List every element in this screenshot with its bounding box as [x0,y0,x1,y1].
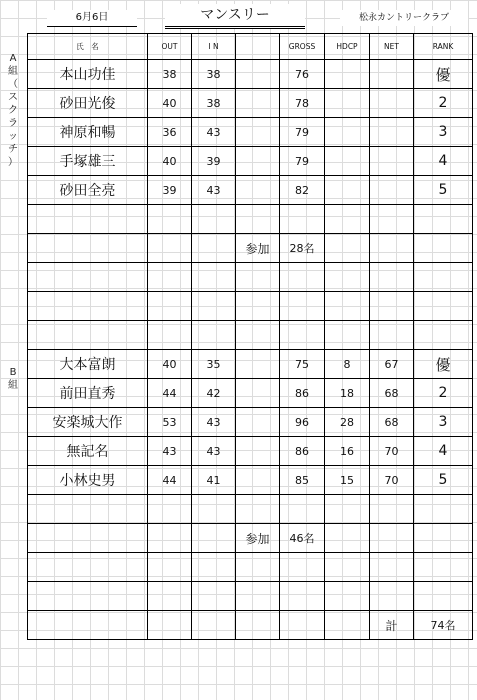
rank-value: 2 [414,379,473,408]
empty-cell [325,205,370,234]
side-label-char: B [9,367,17,378]
rank-value: 5 [414,176,473,205]
empty-cell [280,553,325,582]
out-score: 44 [148,466,192,495]
empty-cell [370,234,414,263]
empty-cell [28,495,148,524]
net-score [370,176,414,205]
gross-score: 78 [280,89,325,118]
empty-cell [192,553,236,582]
column-header: OUT [148,34,192,60]
empty-cell [370,495,414,524]
out-score: 40 [148,89,192,118]
empty-cell [414,205,473,234]
empty-cell [325,553,370,582]
rank-value: 5 [414,466,473,495]
total-count: 74名 [414,611,473,640]
empty-cell [236,495,280,524]
empty-cell [280,582,325,611]
column-header [236,34,280,60]
empty-cell [192,524,236,553]
net-score [370,118,414,147]
empty-cell [280,205,325,234]
blank-cell [236,408,280,437]
empty-cell [148,205,192,234]
out-score: 39 [148,176,192,205]
gross-score: 82 [280,176,325,205]
rank-value: 4 [414,147,473,176]
empty-cell [370,205,414,234]
empty-cell [236,292,280,321]
table-row [28,89,473,118]
net-score: 67 [370,350,414,379]
participation-count: 46名 [280,524,325,553]
empty-cell [280,495,325,524]
empty-cell [148,263,192,292]
rank-value: 優 [414,350,473,379]
column-header: I N [192,34,236,60]
empty-cell [414,321,473,350]
group-a-side-label [4,52,22,169]
out-score: 44 [148,379,192,408]
empty-cell [325,582,370,611]
column-header: GROSS [280,34,325,60]
hdcp-value [325,176,370,205]
participation-row [28,524,473,553]
empty-cell [192,292,236,321]
gross-score: 86 [280,379,325,408]
side-label-char: ク [8,105,18,116]
participation-count: 28名 [280,234,325,263]
empty-cell [28,321,148,350]
empty-cell [148,582,192,611]
rank-value: 3 [414,118,473,147]
empty-cell [192,321,236,350]
in-score: 41 [192,466,236,495]
out-score: 38 [148,60,192,89]
empty-cell [236,553,280,582]
side-label-char: ） [8,157,18,168]
in-score: 43 [192,176,236,205]
player-name: 無記名 [28,437,148,466]
table-row [28,147,473,176]
player-name: 本山功佳 [28,60,148,89]
empty-cell [148,292,192,321]
participation-row [28,234,473,263]
empty-cell [280,611,325,640]
empty-cell [192,582,236,611]
net-score: 68 [370,408,414,437]
blank-cell [236,60,280,89]
empty-cell [28,611,148,640]
club-name: 松永カントリークラブ [340,10,468,26]
blank-cell [236,147,280,176]
empty-cell [325,234,370,263]
total-label: 計 [370,611,414,640]
empty-cell [192,234,236,263]
rank-value: 2 [414,89,473,118]
empty-cell [414,495,473,524]
empty-cell [280,321,325,350]
empty-row [28,495,473,524]
net-score [370,60,414,89]
gross-score: 75 [280,350,325,379]
empty-row [28,321,473,350]
empty-cell [236,263,280,292]
table-row [28,379,473,408]
empty-cell [148,524,192,553]
player-name: 手塚雄三 [28,147,148,176]
blank-cell [236,466,280,495]
player-name: 安楽城大作 [28,408,148,437]
hdcp-value [325,60,370,89]
empty-cell [192,495,236,524]
side-label-char: 組 [8,380,18,391]
empty-cell [370,553,414,582]
player-name: 前田直秀 [28,379,148,408]
empty-cell [370,263,414,292]
in-score: 39 [192,147,236,176]
empty-cell [325,263,370,292]
in-score: 43 [192,118,236,147]
gross-score: 79 [280,118,325,147]
in-score: 35 [192,350,236,379]
rank-value: 3 [414,408,473,437]
out-score: 36 [148,118,192,147]
empty-cell [414,263,473,292]
in-score: 43 [192,408,236,437]
empty-cell [192,205,236,234]
empty-cell [370,524,414,553]
empty-row [28,582,473,611]
empty-cell [148,611,192,640]
blank-cell [236,379,280,408]
blank-cell [236,437,280,466]
column-header: HDCP [325,34,370,60]
hdcp-value [325,118,370,147]
group-b-side-label [4,366,22,392]
empty-cell [280,263,325,292]
player-name: 神原和暢 [28,118,148,147]
player-name: 砂田全亮 [28,176,148,205]
out-score: 53 [148,408,192,437]
hdcp-value: 28 [325,408,370,437]
side-label-char: A [9,53,17,64]
column-header: 氏 名 [28,34,148,60]
hdcp-value: 8 [325,350,370,379]
header-row [28,34,473,60]
empty-cell [28,205,148,234]
blank-cell [236,89,280,118]
rank-value: 4 [414,437,473,466]
hdcp-value: 15 [325,466,370,495]
table-row [28,466,473,495]
empty-cell [236,205,280,234]
table-row [28,408,473,437]
empty-cell [414,553,473,582]
in-score: 43 [192,437,236,466]
side-label-char: ッ [8,131,18,142]
table-row [28,176,473,205]
net-score [370,89,414,118]
side-label-char: ラ [8,118,18,129]
column-header: RANK [414,34,473,60]
empty-cell [414,292,473,321]
side-label-char: チ [8,144,18,155]
gross-score: 76 [280,60,325,89]
empty-cell [325,495,370,524]
side-label-char: （ [8,79,18,90]
hdcp-value [325,147,370,176]
empty-cell [414,524,473,553]
table-row [28,437,473,466]
empty-cell [325,321,370,350]
column-header: NET [370,34,414,60]
empty-row [28,205,473,234]
player-name: 大本富朗 [28,350,148,379]
empty-cell [236,582,280,611]
empty-cell [280,292,325,321]
empty-cell [28,553,148,582]
player-name: 砂田光俊 [28,89,148,118]
out-score: 40 [148,147,192,176]
gross-score: 86 [280,437,325,466]
table-row [28,60,473,89]
empty-cell [414,234,473,263]
empty-cell [414,582,473,611]
table-row [28,118,473,147]
gross-score: 79 [280,147,325,176]
results-table [27,33,473,640]
empty-cell [325,524,370,553]
blank-cell [236,118,280,147]
total-row [28,611,473,640]
empty-cell [236,321,280,350]
out-score: 43 [148,437,192,466]
out-score: 40 [148,350,192,379]
gross-score: 85 [280,466,325,495]
empty-cell [370,292,414,321]
hdcp-value: 18 [325,379,370,408]
empty-row [28,553,473,582]
in-score: 42 [192,379,236,408]
empty-cell [370,321,414,350]
date-label: 6月6日 [47,10,137,27]
empty-cell [192,611,236,640]
empty-cell [192,263,236,292]
blank-cell [236,350,280,379]
side-label-char: ス [8,92,18,103]
blank-cell [236,176,280,205]
empty-cell [28,263,148,292]
empty-row [28,263,473,292]
net-score: 70 [370,466,414,495]
side-label-char: 組 [8,66,18,77]
empty-cell [28,292,148,321]
player-name: 小林史男 [28,466,148,495]
net-score: 68 [370,379,414,408]
hdcp-value: 16 [325,437,370,466]
participation-label: 参加 [236,524,280,553]
empty-cell [325,292,370,321]
gross-score: 96 [280,408,325,437]
empty-cell [148,321,192,350]
empty-cell [370,582,414,611]
participation-label: 参加 [236,234,280,263]
net-score: 70 [370,437,414,466]
empty-cell [28,582,148,611]
empty-cell [325,611,370,640]
empty-cell [236,611,280,640]
empty-cell [148,234,192,263]
empty-cell [148,553,192,582]
empty-cell [28,234,148,263]
in-score: 38 [192,60,236,89]
table-row [28,350,473,379]
rank-value: 優 [414,60,473,89]
net-score [370,147,414,176]
empty-cell [148,495,192,524]
empty-cell [28,524,148,553]
empty-row [28,292,473,321]
in-score: 38 [192,89,236,118]
hdcp-value [325,89,370,118]
page-title: マンスリー [165,4,305,29]
